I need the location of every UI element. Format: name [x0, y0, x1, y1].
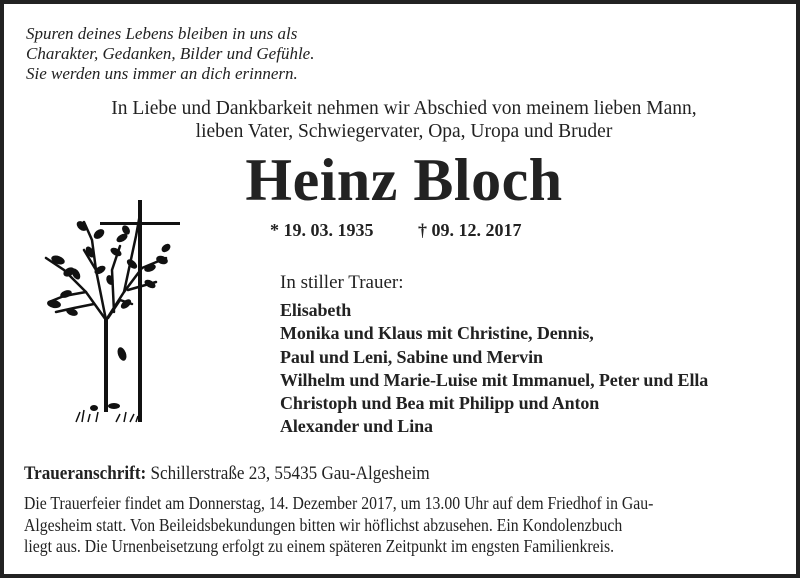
motto-line: Sie werden uns immer an dich erinnern.	[26, 64, 298, 83]
funeral-notice	[24, 493, 782, 558]
intro-text	[4, 97, 800, 143]
mourner-line: Wilhelm und Marie-Luise mit Immanuel, Peter und Ella	[280, 369, 709, 390]
intro-line: lieben Vater, Schwiegervater, Opa, Uropa und Bruder	[195, 121, 613, 142]
motto-line: Charakter, Gedanken, Bilder und Gefühle.	[26, 44, 315, 63]
address-value: Schillerstraße 23, 55435 Gau-Algesheim	[146, 463, 430, 484]
deceased-name: Heinz Bloch	[245, 147, 563, 213]
birth-date: * 19. 03. 1935	[270, 220, 374, 240]
motto-line: Spuren deines Lebens bleiben in uns als	[26, 24, 298, 43]
mourner-line: Monika und Klaus mit Christine, Dennis,	[280, 323, 594, 344]
mourners-list	[280, 299, 708, 439]
notice-line: Die Trauerfeier findet am Donnerstag, 14. Dezember 2017, um 13.00 Uhr auf dem Friedhof in Gau-	[24, 493, 654, 513]
mourners-label: In stiller Trauer:	[280, 272, 404, 293]
notice-line: liegt aus. Die Urnenbeisetzung erfolgt zu einem späteren Zeitpunkt im engsten Familienkreis.	[24, 536, 615, 556]
address-label: Traueranschrift:	[24, 463, 147, 484]
mourner-line: Christoph und Bea mit Philipp und Anton	[280, 393, 600, 414]
mourning-address	[24, 463, 430, 485]
notice-line: Algesheim statt. Von Beileidsbekundungen bitten wir höflichst abzusehen. Ein Kondolenzbuch	[24, 514, 623, 535]
intro-line: In Liebe und Dankbarkeit nehmen wir Abschied von meinem lieben Mann,	[111, 98, 697, 119]
mourner-line: Elisabeth	[280, 300, 352, 320]
motto-verse	[26, 24, 314, 84]
tree-and-cross-icon	[24, 200, 184, 430]
death-date: † 09. 12. 2017	[418, 220, 522, 240]
mourner-line: Alexander und Lina	[280, 416, 433, 437]
mourner-line: Paul und Leni, Sabine und Mervin	[280, 346, 543, 367]
